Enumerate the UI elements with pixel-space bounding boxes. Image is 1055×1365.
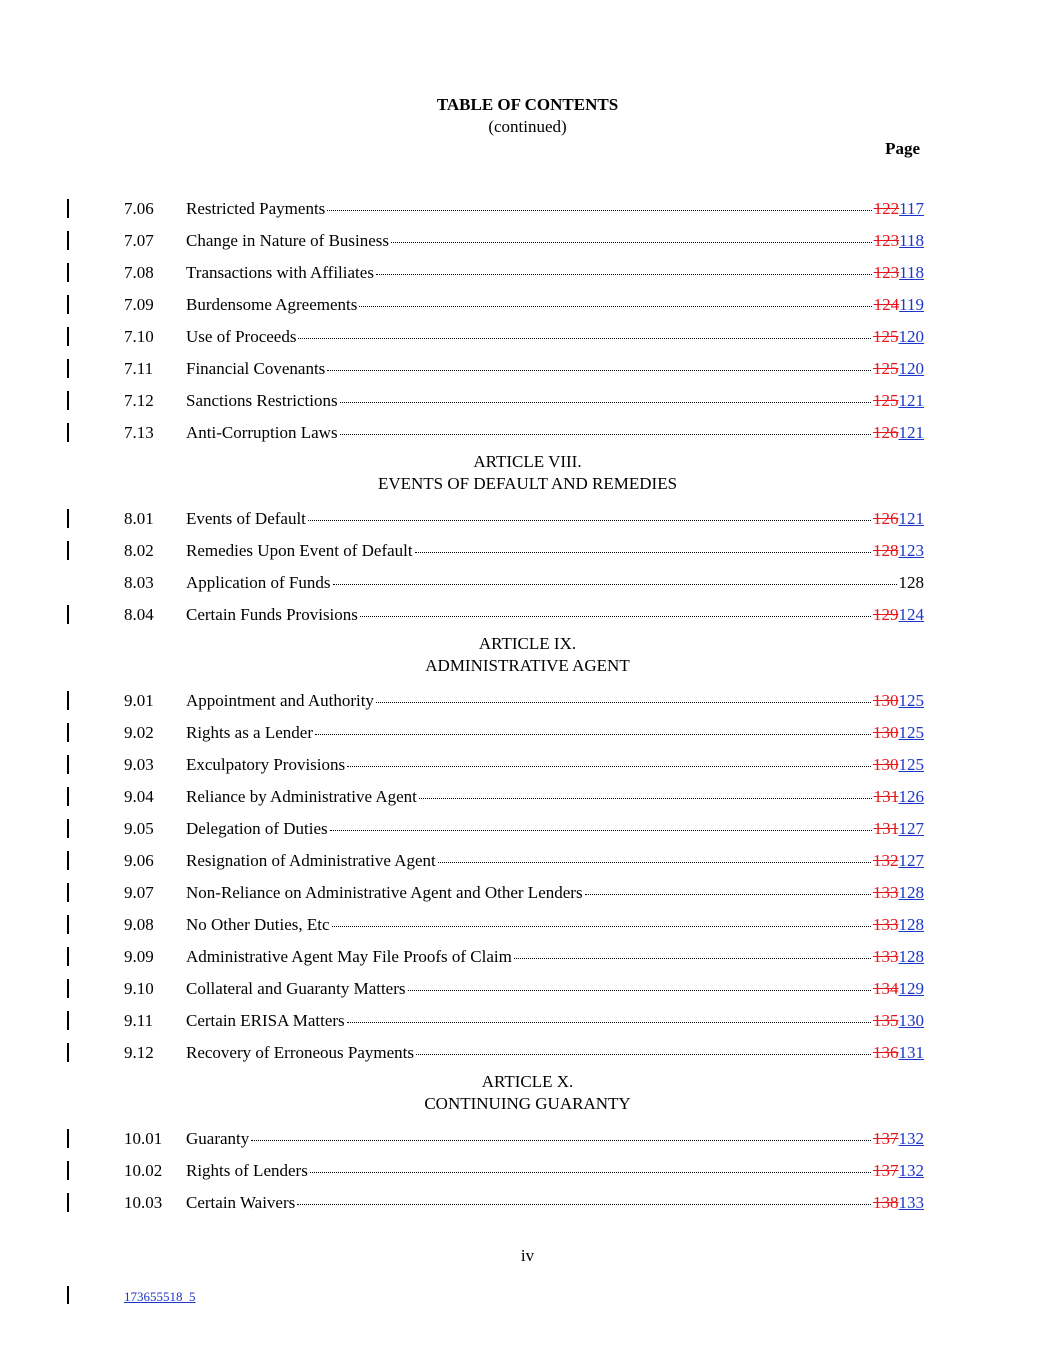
dot-leader (308, 519, 871, 521)
article-heading (0, 449, 1055, 503)
entry-line (186, 391, 924, 411)
section-title: Remedies Upon Event of Default (186, 541, 413, 560)
toc-entry[interactable] (0, 781, 1055, 813)
page-reference (873, 1129, 924, 1149)
inserted-page-number[interactable]: 128 (898, 947, 924, 966)
change-bar (67, 327, 69, 346)
toc-entry[interactable] (0, 1037, 1055, 1069)
section-number: 10.03 (124, 1193, 163, 1212)
page-reference (873, 691, 924, 711)
page-reference (873, 851, 924, 871)
entry-line (186, 573, 924, 593)
deleted-page-number: 136 (873, 1043, 899, 1062)
section-title: Guaranty (186, 1129, 250, 1148)
section-title: Certain Waivers (186, 1193, 296, 1212)
toc-entry[interactable] (0, 599, 1055, 631)
dot-leader (347, 1021, 871, 1023)
dot-leader (408, 989, 871, 991)
page-reference (874, 231, 924, 251)
section-number: 9.05 (124, 819, 154, 838)
section-number: 9.03 (124, 755, 154, 774)
page-reference (899, 573, 925, 593)
toc-title: TABLE OF CONTENTS (436, 95, 619, 114)
change-bar (67, 231, 69, 250)
section-title: Reliance by Administrative Agent (186, 787, 417, 806)
inserted-page-number[interactable]: 131 (898, 1043, 924, 1062)
section-title: Anti-Corruption Laws (186, 423, 338, 442)
entry-line (186, 1043, 924, 1063)
deleted-page-number: 130 (873, 723, 899, 742)
dot-leader (416, 1053, 871, 1055)
deleted-page-number: 125 (873, 359, 899, 378)
toc-entry[interactable] (0, 685, 1055, 717)
section-title: Rights of Lenders (186, 1161, 308, 1180)
toc-entry[interactable] (0, 909, 1055, 941)
document-id-link[interactable]: 173655518_5 (124, 1289, 196, 1304)
dot-leader (376, 701, 871, 703)
page-reference (874, 295, 924, 315)
toc-entry[interactable] (0, 749, 1055, 781)
page-reference (873, 391, 924, 411)
inserted-page-number[interactable]: 121 (898, 391, 924, 410)
section-number: 8.01 (124, 509, 154, 528)
entry-line (186, 231, 924, 251)
page-reference (873, 1161, 924, 1181)
page-reference (873, 541, 924, 561)
inserted-page-number[interactable]: 127 (898, 819, 924, 838)
dot-leader (332, 925, 871, 927)
entry-line (186, 1129, 924, 1149)
entry-line (186, 509, 924, 529)
dot-leader (391, 241, 872, 243)
page-reference (874, 199, 924, 219)
toc-entry[interactable] (0, 289, 1055, 321)
page-number-value: 128 (898, 573, 924, 592)
entry-line (186, 723, 924, 743)
article-number: ARTICLE X. (481, 1072, 574, 1091)
page-reference (873, 423, 924, 443)
deleted-page-number: 126 (873, 423, 899, 442)
deleted-page-number: 126 (873, 509, 899, 528)
change-bar (67, 787, 69, 806)
toc-entry[interactable] (0, 1123, 1055, 1155)
section-title: Transactions with Affiliates (186, 263, 374, 282)
section-title: Certain Funds Provisions (186, 605, 358, 624)
section-title: Resignation of Administrative Agent (186, 851, 436, 870)
inserted-page-number[interactable]: 129 (898, 979, 924, 998)
deleted-page-number: 137 (873, 1129, 899, 1148)
section-number: 9.06 (124, 851, 154, 870)
entry-line (186, 295, 924, 315)
dot-leader (438, 861, 871, 863)
entry-line (186, 1193, 924, 1213)
section-number: 9.08 (124, 915, 154, 934)
section-title: Delegation of Duties (186, 819, 328, 838)
entry-line (186, 605, 924, 625)
change-bar (67, 1043, 69, 1062)
deleted-page-number: 133 (873, 883, 899, 902)
inserted-page-number[interactable]: 124 (898, 605, 924, 624)
page-reference (873, 1043, 924, 1063)
deleted-page-number: 131 (873, 787, 899, 806)
toc-entry[interactable] (0, 193, 1055, 225)
deleted-page-number: 135 (873, 1011, 899, 1030)
deleted-page-number: 132 (873, 851, 899, 870)
inserted-page-number[interactable]: 126 (898, 787, 924, 806)
toc-entry[interactable] (0, 321, 1055, 353)
dot-leader (298, 337, 871, 339)
section-title: Collateral and Guaranty Matters (186, 979, 406, 998)
article-heading (0, 631, 1055, 685)
dot-leader (333, 583, 897, 585)
section-number: 9.01 (124, 691, 154, 710)
toc-entry[interactable] (0, 225, 1055, 257)
dot-leader (360, 615, 871, 617)
section-title: Financial Covenants (186, 359, 326, 378)
section-title: Administrative Agent May File Proofs of Claim (186, 947, 512, 966)
section-title: No Other Duties, Etc (186, 915, 330, 934)
deleted-page-number: 137 (873, 1161, 899, 1180)
dot-leader (415, 551, 871, 553)
entry-line (186, 851, 924, 871)
page-column-label: Page (885, 139, 920, 158)
change-bar (67, 979, 69, 998)
dot-leader (514, 957, 871, 959)
inserted-page-number[interactable]: 132 (898, 1129, 924, 1148)
toc-entry[interactable] (0, 877, 1055, 909)
deleted-page-number: 130 (873, 755, 899, 774)
change-bar (67, 723, 69, 742)
inserted-page-number[interactable]: 119 (899, 295, 924, 314)
change-bar (67, 691, 69, 710)
inserted-page-number[interactable]: 121 (898, 509, 924, 528)
section-title: Change in Nature of Business (186, 231, 390, 250)
page-reference (873, 509, 924, 529)
deleted-page-number: 122 (873, 199, 900, 218)
change-bar (67, 1193, 69, 1212)
toc-entry[interactable] (0, 1155, 1055, 1187)
section-title: Recovery of Erroneous Payments (186, 1043, 415, 1062)
page-reference (873, 1193, 924, 1213)
page-reference (873, 947, 924, 967)
article-number: ARTICLE IX. (478, 634, 577, 653)
inserted-page-number[interactable]: 128 (898, 915, 924, 934)
toc-entry[interactable] (0, 353, 1055, 385)
section-number: 9.02 (124, 723, 154, 742)
page-reference (873, 723, 924, 743)
section-number: 7.10 (124, 327, 154, 346)
change-bar (67, 851, 69, 870)
dot-leader (327, 369, 871, 371)
deleted-page-number: 128 (873, 541, 899, 560)
inserted-page-number[interactable]: 125 (898, 691, 924, 710)
change-bar (67, 605, 69, 624)
deleted-page-number: 133 (873, 947, 899, 966)
section-title: Application of Funds (186, 573, 331, 592)
section-number: 9.12 (124, 1043, 154, 1062)
page-reference (873, 883, 924, 903)
dot-leader (347, 765, 871, 767)
page-reference (874, 819, 924, 839)
change-bar (67, 391, 69, 410)
entry-line (186, 755, 924, 775)
change-bar (67, 541, 69, 560)
entry-line (186, 947, 924, 967)
deleted-page-number: 129 (873, 605, 899, 624)
entry-line (186, 263, 924, 283)
section-title: Certain ERISA Matters (186, 1011, 345, 1030)
entry-line (186, 199, 924, 219)
article-title: CONTINUING GUARANTY (424, 1094, 631, 1113)
dot-leader (340, 433, 871, 435)
dot-leader (359, 305, 871, 307)
entry-line (186, 359, 924, 379)
section-number: 7.13 (124, 423, 154, 442)
inserted-page-number[interactable]: 127 (898, 851, 924, 870)
inserted-page-number[interactable]: 128 (898, 883, 924, 902)
inserted-page-number[interactable]: 118 (899, 263, 924, 282)
change-bar (67, 1011, 69, 1030)
change-bar (67, 263, 69, 282)
change-bar (67, 819, 69, 838)
toc-entry[interactable] (0, 845, 1055, 877)
section-number: 7.07 (124, 231, 154, 250)
deleted-page-number: 134 (873, 979, 899, 998)
inserted-page-number[interactable]: 121 (898, 423, 924, 442)
page-reference (873, 359, 924, 379)
inserted-page-number[interactable]: 133 (898, 1193, 924, 1212)
dot-leader (330, 829, 872, 831)
page-reference (874, 787, 924, 807)
change-bar (67, 1286, 69, 1304)
dot-leader (376, 273, 872, 275)
inserted-page-number[interactable]: 120 (898, 327, 924, 346)
change-bar (67, 359, 69, 378)
page-reference (873, 605, 924, 625)
toc-entry[interactable] (0, 385, 1055, 417)
entry-line (186, 1161, 924, 1181)
change-bar (67, 1161, 69, 1180)
dot-leader (251, 1139, 871, 1141)
article-number: ARTICLE VIII. (473, 452, 582, 471)
inserted-page-number[interactable]: 130 (898, 1011, 924, 1030)
entry-line (186, 883, 924, 903)
page-number: iv (520, 1246, 535, 1265)
toc-entry[interactable] (0, 503, 1055, 535)
section-number: 7.09 (124, 295, 154, 314)
change-bar (67, 509, 69, 528)
section-title: Events of Default (186, 509, 306, 528)
change-bar (67, 199, 69, 218)
deleted-page-number: 138 (873, 1193, 899, 1212)
change-bar (67, 423, 69, 442)
page-reference (873, 755, 924, 775)
deleted-page-number: 123 (873, 263, 900, 282)
entry-line (186, 327, 924, 347)
dot-leader (297, 1203, 871, 1205)
page-reference (873, 1011, 924, 1031)
section-title: Exculpatory Provisions (186, 755, 346, 774)
page-reference (873, 327, 924, 347)
section-number: 10.02 (124, 1161, 163, 1180)
change-bar (67, 915, 69, 934)
toc-entry[interactable] (0, 567, 1055, 599)
entry-line (186, 819, 924, 839)
entry-line (186, 979, 924, 999)
deleted-page-number: 133 (873, 915, 899, 934)
toc-entry[interactable] (0, 813, 1055, 845)
section-number: 8.04 (124, 605, 154, 624)
change-bar (67, 295, 69, 314)
deleted-page-number: 130 (873, 691, 899, 710)
section-title: Use of Proceeds (186, 327, 297, 346)
change-bar (67, 755, 69, 774)
toc-entry[interactable] (0, 1005, 1055, 1037)
article-title: EVENTS OF DEFAULT AND REMEDIES (377, 474, 678, 493)
section-number: 8.02 (124, 541, 154, 560)
section-number: 9.09 (124, 947, 154, 966)
section-number: 7.11 (124, 359, 154, 378)
section-number: 9.11 (124, 1011, 154, 1030)
section-number: 9.07 (124, 883, 154, 902)
toc-entry[interactable] (0, 417, 1055, 449)
inserted-page-number[interactable]: 120 (898, 359, 924, 378)
section-title: Rights as a Lender (186, 723, 313, 742)
entry-line (186, 1011, 924, 1031)
inserted-page-number[interactable]: 125 (898, 723, 924, 742)
toc-entry[interactable] (0, 941, 1055, 973)
section-title: Burdensome Agreements (186, 295, 358, 314)
change-bar (67, 947, 69, 966)
section-title: Appointment and Authority (186, 691, 374, 710)
inserted-page-number[interactable]: 132 (898, 1161, 924, 1180)
toc-list (0, 193, 1055, 1219)
entry-line (186, 541, 924, 561)
section-number: 7.08 (124, 263, 154, 282)
dot-leader (340, 401, 871, 403)
inserted-page-number[interactable]: 123 (898, 541, 924, 560)
dot-leader (310, 1171, 871, 1173)
section-number: 7.12 (124, 391, 154, 410)
change-bar (67, 1129, 69, 1148)
section-number: 7.06 (124, 199, 154, 218)
deleted-page-number: 124 (873, 295, 900, 314)
entry-line (186, 787, 924, 807)
inserted-page-number[interactable]: 117 (899, 199, 924, 218)
deleted-page-number: 131 (873, 819, 899, 838)
page-reference (873, 915, 924, 935)
section-number: 9.04 (124, 787, 154, 806)
toc-entry[interactable] (0, 535, 1055, 567)
entry-line (186, 915, 924, 935)
toc-entry[interactable] (0, 973, 1055, 1005)
page-reference (874, 263, 924, 283)
toc-entry[interactable] (0, 717, 1055, 749)
section-title: Sanctions Restrictions (186, 391, 338, 410)
section-number: 8.03 (124, 573, 154, 592)
dot-leader (327, 209, 871, 211)
entry-line (186, 691, 924, 711)
deleted-page-number: 123 (873, 231, 900, 250)
dot-leader (315, 733, 871, 735)
article-title: ADMINISTRATIVE AGENT (425, 656, 630, 675)
toc-entry[interactable] (0, 257, 1055, 289)
deleted-page-number: 125 (873, 391, 899, 410)
section-number: 9.10 (124, 979, 154, 998)
change-bar (67, 883, 69, 902)
entry-line (186, 423, 924, 443)
page-reference (873, 979, 924, 999)
dot-leader (585, 893, 871, 895)
section-title: Restricted Payments (186, 199, 326, 218)
deleted-page-number: 125 (873, 327, 899, 346)
toc-subtitle: (continued) (488, 117, 567, 136)
article-heading (0, 1069, 1055, 1123)
inserted-page-number[interactable]: 125 (898, 755, 924, 774)
toc-entry[interactable] (0, 1187, 1055, 1219)
section-number: 10.01 (124, 1129, 163, 1148)
inserted-page-number[interactable]: 118 (899, 231, 924, 250)
section-title: Non-Reliance on Administrative Agent and Other Lenders (186, 883, 583, 902)
dot-leader (419, 797, 872, 799)
